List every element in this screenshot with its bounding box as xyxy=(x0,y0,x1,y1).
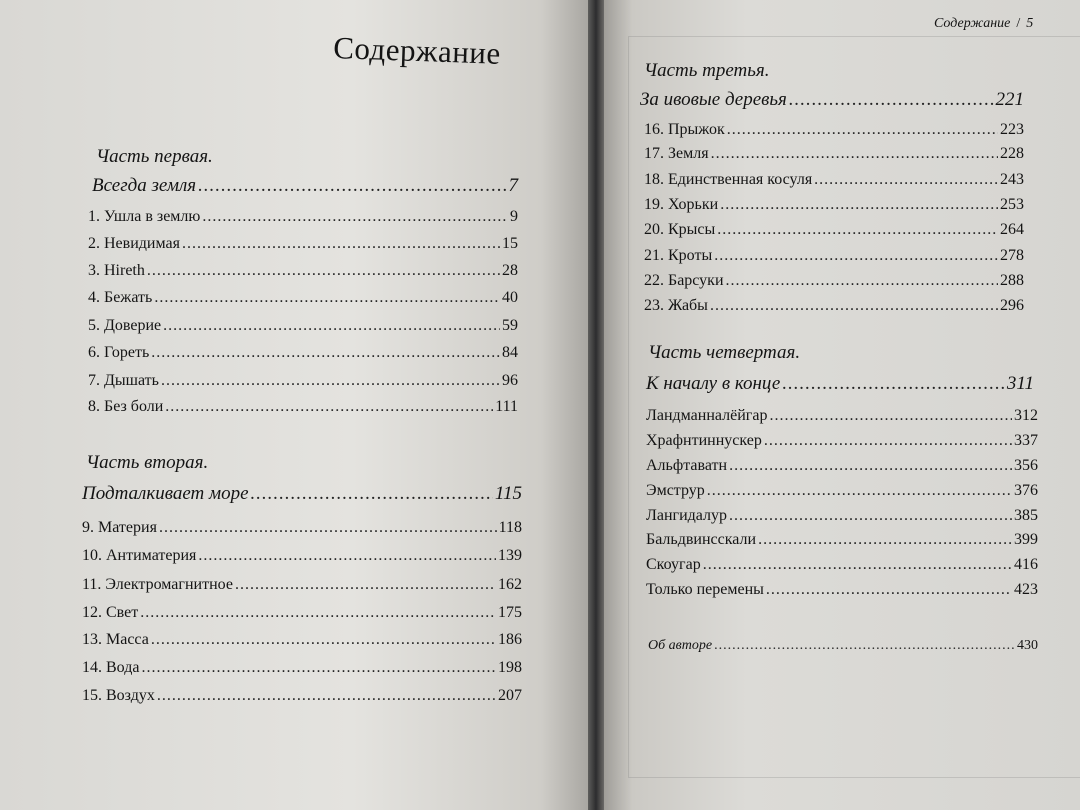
entry-title: 14. Вода xyxy=(82,659,140,676)
leader-dots xyxy=(729,456,1012,476)
leader-dots xyxy=(161,371,500,391)
page-number: 198 xyxy=(498,659,522,676)
entry-title: 23. Жабы xyxy=(644,297,708,314)
leader-dots xyxy=(154,288,500,308)
entry-title: 17. Земля xyxy=(644,145,709,162)
toc-entry[interactable] xyxy=(82,518,522,538)
part-label-3: Часть третья. xyxy=(644,60,770,81)
leader-dots xyxy=(782,374,1005,394)
page-number: 96 xyxy=(502,372,518,389)
leader-dots xyxy=(198,546,496,566)
leader-dots xyxy=(141,658,496,678)
leader-dots xyxy=(151,343,500,363)
leader-dots xyxy=(202,207,508,227)
leader-dots xyxy=(766,580,1012,600)
entry-title: 21. Кроты xyxy=(644,247,713,264)
part-label-1: Часть первая. xyxy=(96,146,213,167)
page-number: 28 xyxy=(502,262,518,279)
toc-entry[interactable] xyxy=(644,120,1024,140)
toc-entry[interactable] xyxy=(88,397,518,417)
entry-title: 20. Крысы xyxy=(644,221,716,238)
page-number: 221 xyxy=(995,89,1024,110)
entry-title: Альфтаватн xyxy=(646,457,728,474)
running-head-page-number: 5 xyxy=(1026,16,1034,31)
page-number: 115 xyxy=(494,483,522,504)
running-head-title: Содержание xyxy=(934,16,1011,31)
page-number: 84 xyxy=(502,344,518,361)
leader-dots xyxy=(729,506,1012,526)
entry-title: 16. Прыжок xyxy=(644,121,725,138)
entry-title: Скоугар xyxy=(646,556,701,573)
toc-entry[interactable] xyxy=(644,220,1024,240)
entry-title: 7. Дышать xyxy=(88,372,159,389)
entry-title: 18. Единственная косуля xyxy=(644,171,813,188)
part-heading-4[interactable] xyxy=(646,374,1034,394)
page-number: 312 xyxy=(1014,407,1038,424)
page-number: 399 xyxy=(1014,531,1038,548)
part-label-2: Часть вторая. xyxy=(86,452,209,473)
page-number: 423 xyxy=(1014,581,1038,598)
entry-title: 9. Материя xyxy=(82,519,157,536)
entry-title: 6. Гореть xyxy=(88,344,150,361)
entry-title: 2. Невидимая xyxy=(88,235,180,252)
leader-dots xyxy=(251,484,493,504)
page-number: 416 xyxy=(1014,556,1038,573)
toc-entry[interactable] xyxy=(82,686,522,706)
page-number: 40 xyxy=(502,289,518,306)
toc-entry[interactable] xyxy=(646,530,1038,550)
page-number: 278 xyxy=(1000,247,1024,264)
page-number: 430 xyxy=(1017,638,1038,653)
leader-dots xyxy=(711,144,998,164)
page-number: 288 xyxy=(1000,272,1024,289)
toc-entry[interactable] xyxy=(88,371,518,391)
page-title: Содержание xyxy=(332,30,502,71)
page-number: 253 xyxy=(1000,196,1024,213)
toc-entry[interactable] xyxy=(88,288,518,308)
entry-title: 3. Hireth xyxy=(88,262,145,279)
page-number: 186 xyxy=(498,631,522,648)
leader-dots xyxy=(726,271,998,291)
toc-entry[interactable] xyxy=(82,546,522,566)
leader-dots xyxy=(140,603,496,623)
page-number: 139 xyxy=(498,547,522,564)
leader-dots xyxy=(163,316,500,336)
toc-entry[interactable] xyxy=(646,506,1038,526)
toc-entry[interactable] xyxy=(82,575,522,595)
heading-title: Всегда земля xyxy=(92,175,197,196)
entry-title: 10. Антиматерия xyxy=(82,547,197,564)
entry-title: 1. Ушла в землю xyxy=(88,208,201,225)
leader-dots xyxy=(769,406,1012,426)
page-number: 207 xyxy=(498,687,522,704)
page-number: 15 xyxy=(502,235,518,252)
page-number: 311 xyxy=(1006,373,1034,394)
toc-entry[interactable] xyxy=(646,406,1038,426)
page-number: 228 xyxy=(1000,145,1024,162)
page-number: 118 xyxy=(498,519,522,536)
leader-dots xyxy=(720,195,998,215)
toc-entry[interactable] xyxy=(644,144,1024,164)
page-number: 9 xyxy=(510,208,518,225)
running-head-separator: / xyxy=(1016,16,1021,31)
page-number: 7 xyxy=(508,175,518,196)
entry-title: 19. Хорьки xyxy=(644,196,719,213)
leader-dots xyxy=(814,170,998,190)
leader-dots xyxy=(235,575,496,595)
page-number: 296 xyxy=(1000,297,1024,314)
leader-dots xyxy=(159,518,497,538)
page-number: 385 xyxy=(1014,507,1038,524)
toc-entry[interactable] xyxy=(82,630,522,650)
toc-entry[interactable] xyxy=(644,296,1024,316)
page-number: 376 xyxy=(1014,482,1038,499)
toc-entry[interactable] xyxy=(646,555,1038,575)
entry-title: Только перемены xyxy=(646,581,764,598)
toc-entry[interactable] xyxy=(88,261,518,281)
entry-title: 5. Доверие xyxy=(88,317,162,334)
page-number: 175 xyxy=(498,604,522,621)
leader-dots xyxy=(707,481,1012,501)
toc-entry[interactable] xyxy=(646,580,1038,600)
entry-title: Об авторе xyxy=(648,638,713,653)
toc-entry[interactable] xyxy=(646,481,1038,501)
leader-dots xyxy=(710,296,998,316)
leader-dots xyxy=(758,530,1012,550)
leader-dots xyxy=(714,636,1015,656)
leader-dots xyxy=(147,261,500,281)
part-heading-3[interactable] xyxy=(640,90,1024,110)
entry-title: 12. Свет xyxy=(82,604,139,621)
entry-title: 11. Электромагнитное xyxy=(82,576,233,593)
toc-entry[interactable] xyxy=(644,271,1024,291)
running-head xyxy=(934,16,1033,32)
leader-dots xyxy=(789,90,994,110)
page-number: 243 xyxy=(1000,171,1024,188)
leader-dots xyxy=(714,246,998,266)
page-number: 59 xyxy=(502,317,518,334)
leader-dots xyxy=(182,234,500,254)
toc-entry[interactable] xyxy=(646,431,1038,451)
toc-entry[interactable] xyxy=(88,316,518,336)
entry-title: Храфнтиннускер xyxy=(646,432,762,449)
toc-entry[interactable] xyxy=(644,246,1024,266)
heading-title: К началу в конце xyxy=(646,373,781,394)
leader-dots xyxy=(198,176,506,196)
part-heading-2[interactable] xyxy=(82,484,522,504)
leader-dots xyxy=(165,397,493,417)
leader-dots xyxy=(727,120,998,140)
entry-title: 4. Бежать xyxy=(88,289,153,306)
book-gutter xyxy=(588,0,604,810)
entry-title: 13. Масса xyxy=(82,631,149,648)
toc-entry[interactable] xyxy=(88,207,518,227)
leader-dots xyxy=(703,555,1012,575)
leader-dots xyxy=(151,630,496,650)
leader-dots xyxy=(717,220,998,240)
leader-dots xyxy=(157,686,496,706)
toc-entry[interactable] xyxy=(644,170,1024,190)
heading-title: Подталкивает море xyxy=(82,483,249,504)
toc-entry[interactable] xyxy=(88,343,518,363)
part-label-4: Часть четвертая. xyxy=(648,342,801,363)
page-number: 356 xyxy=(1014,457,1038,474)
entry-title: Ландманналёйгар xyxy=(646,407,768,424)
entry-title: 22. Барсуки xyxy=(644,272,724,289)
entry-title: Эмструр xyxy=(646,482,705,499)
toc-entry[interactable] xyxy=(82,603,522,623)
page-number: 162 xyxy=(498,576,522,593)
about-author-entry[interactable] xyxy=(648,636,1038,656)
toc-entry[interactable] xyxy=(644,195,1024,215)
leader-dots xyxy=(764,431,1012,451)
page-number: 223 xyxy=(1000,121,1024,138)
toc-entry[interactable] xyxy=(646,456,1038,476)
entry-title: 8. Без боли xyxy=(88,398,164,415)
heading-title: За ивовые деревья xyxy=(640,89,787,110)
entry-title: 15. Воздух xyxy=(82,687,155,704)
toc-entry[interactable] xyxy=(88,234,518,254)
page-number: 264 xyxy=(1000,221,1024,238)
part-heading-1[interactable] xyxy=(92,176,518,196)
entry-title: Лангидалур xyxy=(646,507,728,524)
page-number: 337 xyxy=(1014,432,1038,449)
toc-entry[interactable] xyxy=(82,658,522,678)
entry-title: Бальдвинсскали xyxy=(646,531,757,548)
page-number: 111 xyxy=(495,398,518,415)
